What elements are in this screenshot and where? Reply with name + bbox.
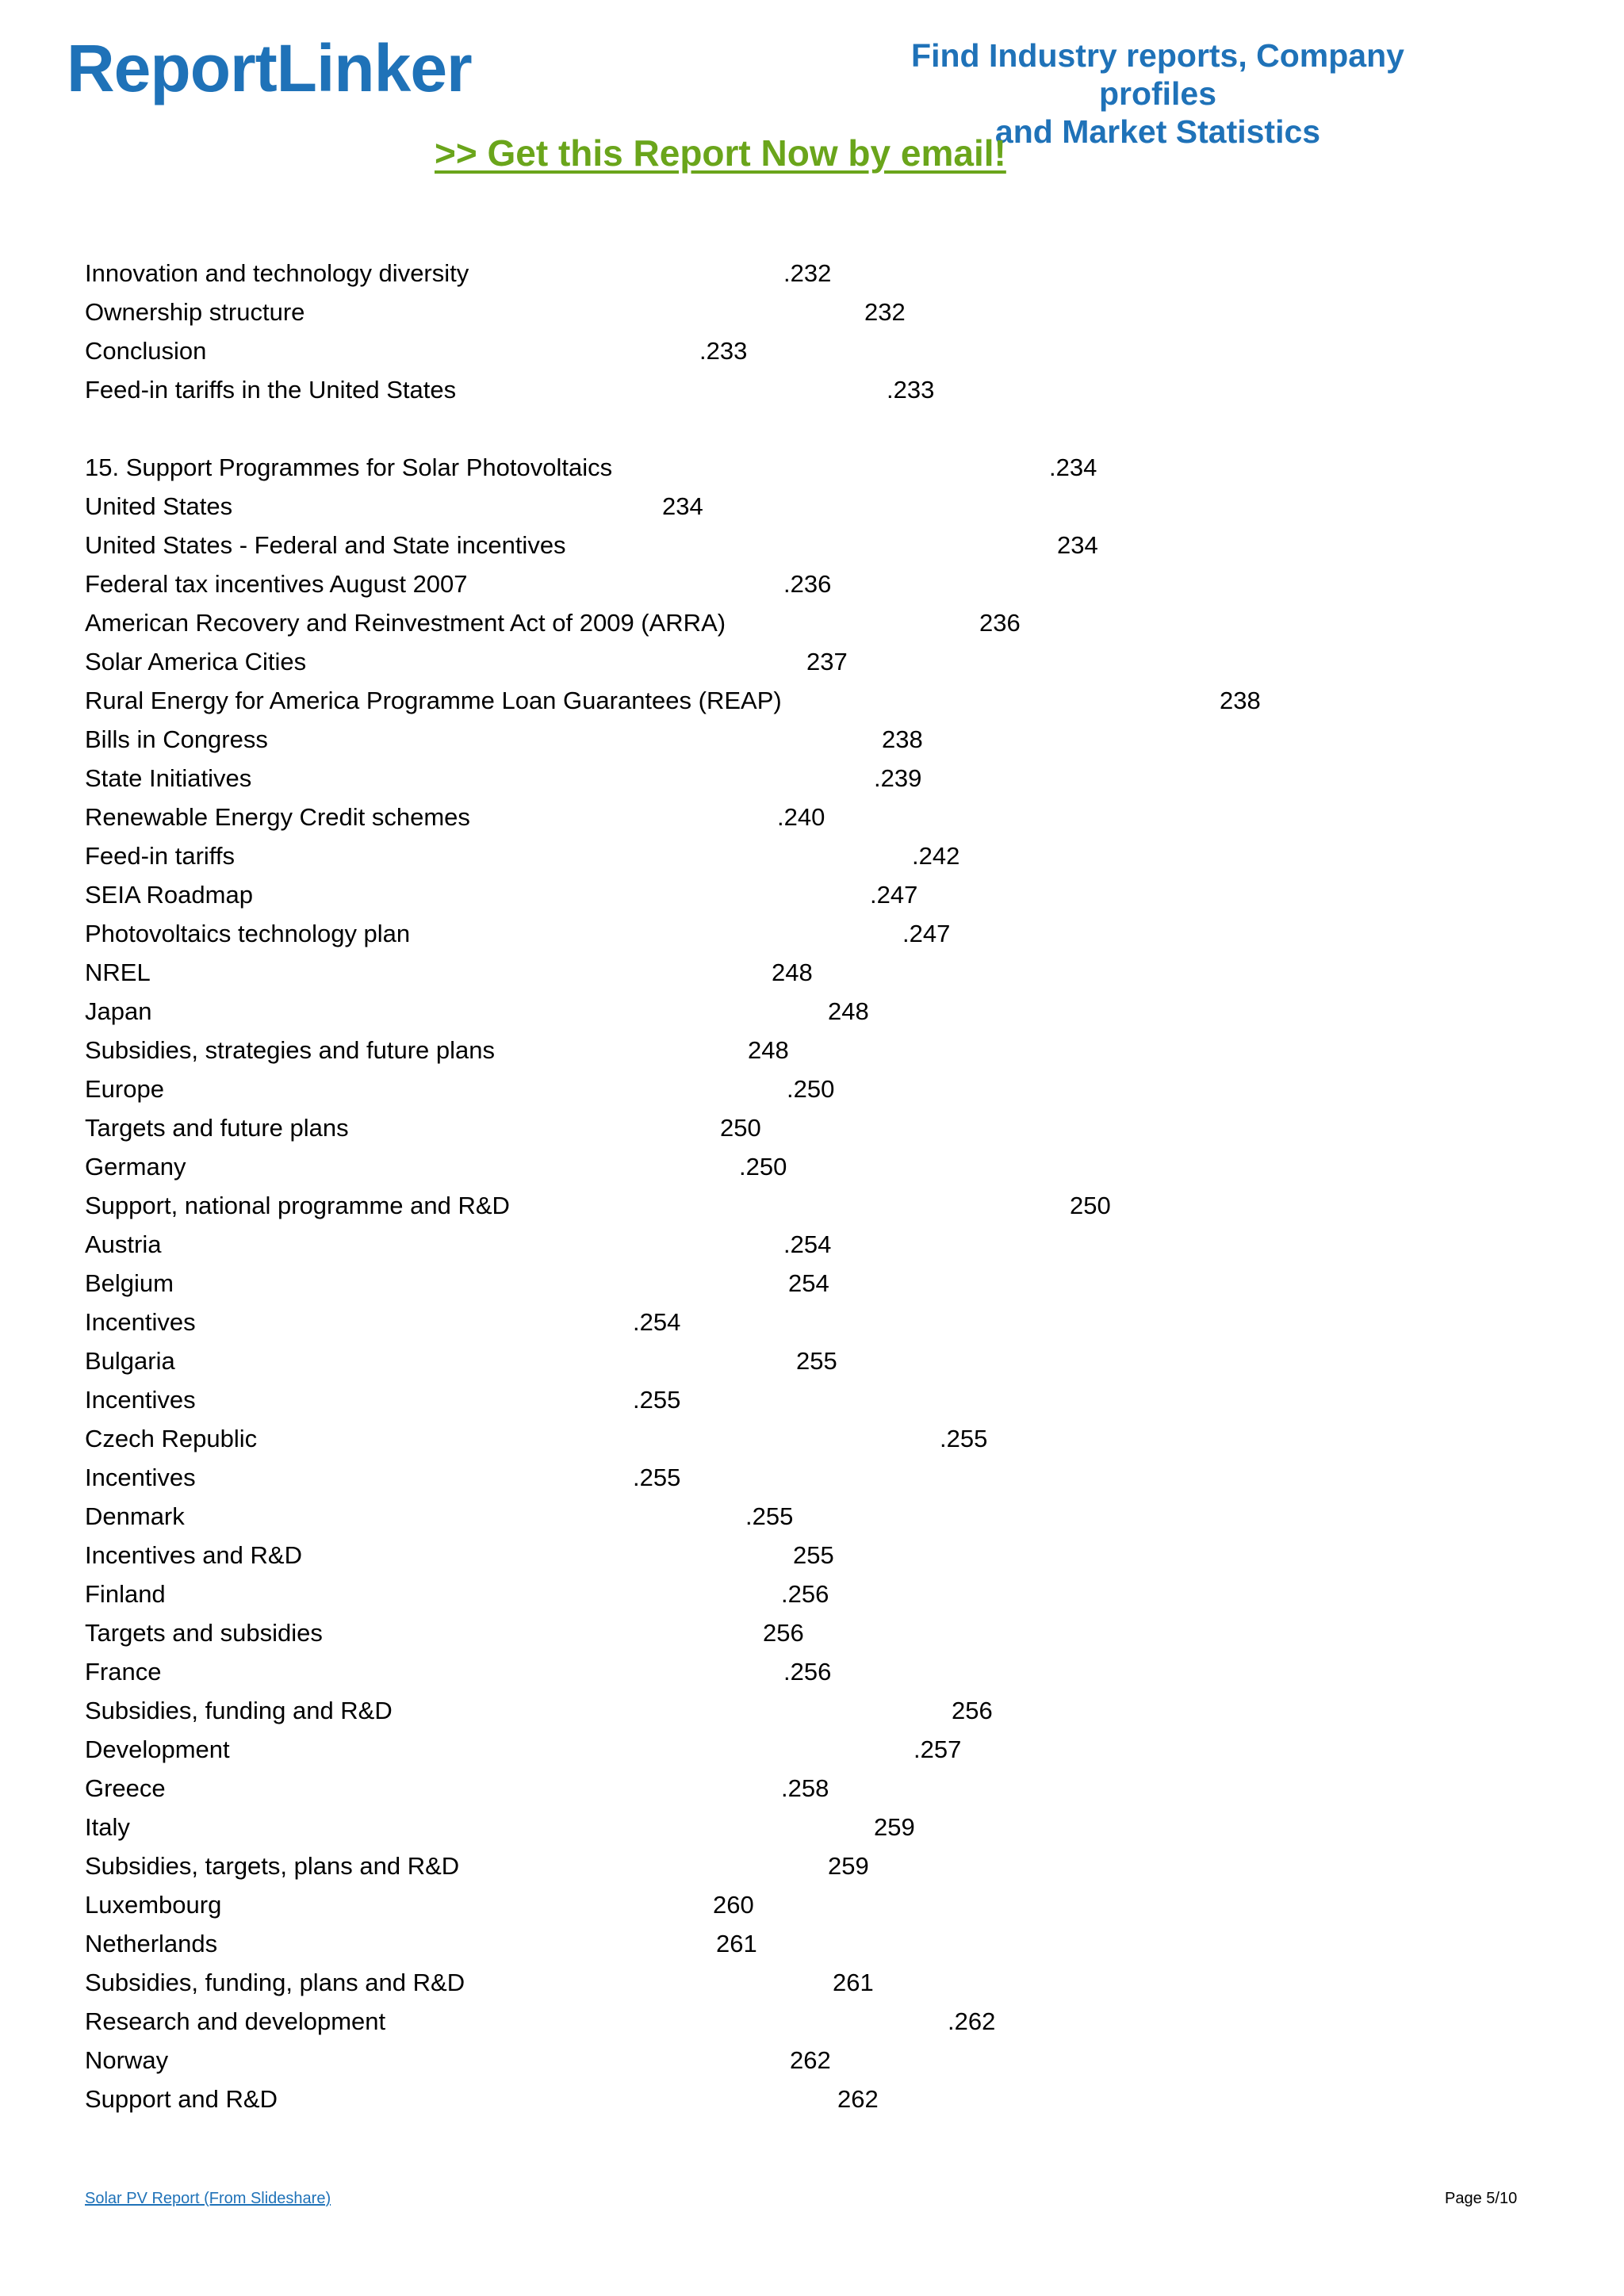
toc-row: [0, 1924, 1624, 1963]
toc-entry-page: 260: [713, 1891, 754, 1919]
get-report-link[interactable]: >> Get this Report Now by email!: [435, 132, 1006, 174]
toc-entry-label: Germany: [85, 1153, 186, 1181]
toc-row: [0, 564, 1624, 603]
toc-entry-page: .233: [887, 376, 935, 404]
toc-row: [0, 526, 1624, 564]
toc-entry-label: American Recovery and Reinvestment Act of 2009 (ARRA): [85, 609, 726, 637]
toc-entry-label: Support, national programme and R&D: [85, 1192, 510, 1219]
toc-entry-label: Europe: [85, 1075, 164, 1103]
toc-row: [0, 1613, 1624, 1652]
toc-entry-page: .258: [781, 1774, 829, 1802]
toc-row: [0, 2041, 1624, 2080]
toc-entry-page: 256: [952, 1697, 993, 1724]
toc-entry-page: .250: [787, 1075, 835, 1103]
toc-entry-page: .234: [1049, 453, 1097, 481]
toc-row: [0, 1419, 1624, 1458]
toc-row: [0, 1769, 1624, 1808]
toc-entry-page: 232: [864, 298, 906, 326]
toc-entry-page: .262: [948, 2007, 996, 2035]
toc-entry-page: .242: [912, 842, 960, 870]
toc-entry-label: Czech Republic: [85, 1425, 258, 1452]
toc-entry-label: Subsidies, funding, plans and R&D: [85, 1969, 465, 1996]
toc-row: [0, 1380, 1624, 1419]
toc-entry-page: 248: [772, 959, 813, 986]
toc-entry-page: 256: [763, 1619, 804, 1647]
toc-entry-page: .236: [783, 570, 832, 598]
toc-entry-page: .255: [940, 1425, 988, 1452]
toc-row: [0, 448, 1624, 487]
toc-row: [0, 836, 1624, 875]
toc-entry-label: Austria: [85, 1230, 162, 1258]
toc-entry-label: Greece: [85, 1774, 166, 1802]
toc-row: [0, 1575, 1624, 1613]
toc-entry-page: .250: [739, 1153, 787, 1181]
toc-row: [0, 1186, 1624, 1225]
toc-entry-page: 234: [662, 492, 703, 520]
tagline-line-1: Find Industry reports, Company profiles: [911, 37, 1404, 112]
toc-entry-label: Netherlands: [85, 1930, 218, 1957]
toc-row: [0, 1536, 1624, 1575]
toc-row: [0, 1808, 1624, 1846]
toc-entry-label: Conclusion: [85, 337, 207, 365]
toc-entry-label: Finland: [85, 1580, 166, 1608]
toc-entry-label: Bills in Congress: [85, 725, 268, 753]
toc-entry-label: Luxembourg: [85, 1891, 222, 1919]
toc-entry-label: Bulgaria: [85, 1347, 175, 1375]
toc-entry-page: .254: [783, 1230, 832, 1258]
toc-entry-label: Feed-in tariffs: [85, 842, 235, 870]
toc-row: [0, 1730, 1624, 1769]
toc-row: [0, 293, 1624, 331]
toc-entry-page: 261: [833, 1969, 874, 1996]
toc-entry-label: France: [85, 1658, 162, 1686]
toc-entry-label: Photovoltaics technology plan: [85, 920, 411, 947]
footer-source-link[interactable]: Solar PV Report (From Slideshare): [85, 2190, 331, 2207]
toc-row: [0, 1458, 1624, 1497]
toc-entry-page: .240: [777, 803, 825, 831]
toc-entry-page: .239: [874, 764, 922, 792]
toc-row: [0, 1031, 1624, 1070]
toc-entry-label: SEIA Roadmap: [85, 881, 253, 909]
toc-row: [0, 953, 1624, 992]
toc-row: [0, 1147, 1624, 1186]
toc-entry-page: .255: [745, 1502, 794, 1530]
toc-entry-label: Subsidies, funding and R&D: [85, 1697, 393, 1724]
toc-entry-page: .247: [902, 920, 951, 947]
toc-entry-label: Innovation and technology diversity: [85, 259, 469, 287]
toc-entry-page: .232: [783, 259, 832, 287]
toc-entry-page: 250: [720, 1114, 761, 1142]
toc-entry-page: 255: [796, 1347, 837, 1375]
toc-row: [0, 1108, 1624, 1147]
toc-entry-label: Ownership structure: [85, 298, 305, 326]
toc-entry-page: 262: [790, 2046, 831, 2074]
toc-row: [0, 1652, 1624, 1691]
toc-entry-page: 255: [793, 1541, 834, 1569]
toc-entry-page: 236: [979, 609, 1021, 637]
toc-row: [0, 1691, 1624, 1730]
page-indicator: Page 5/10: [1445, 2190, 1518, 2207]
toc-entry-label: Incentives: [85, 1308, 196, 1336]
toc-entry-label: Subsidies, strategies and future plans: [85, 1036, 495, 1064]
toc-entry-label: Solar America Cities: [85, 648, 307, 675]
toc-entry-label: Incentives and R&D: [85, 1541, 302, 1569]
toc-row: [0, 1303, 1624, 1341]
reportlinker-logo[interactable]: ReportLinker: [67, 31, 472, 105]
toc-entry-page: 262: [837, 2085, 879, 2113]
toc-entry-page: .255: [633, 1464, 681, 1491]
toc-row: [0, 487, 1624, 526]
toc-entry-label: Japan: [85, 997, 152, 1025]
toc-entry-page: .233: [699, 337, 748, 365]
toc-entry-label: United States: [85, 492, 233, 520]
toc-entry-page: .254: [633, 1308, 681, 1336]
toc-entry-page: 259: [874, 1813, 915, 1841]
toc-row: [0, 759, 1624, 798]
toc-entry-label: Renewable Energy Credit schemes: [85, 803, 470, 831]
toc-row: [0, 1963, 1624, 2002]
toc-row: [0, 2002, 1624, 2041]
toc-entry-page: 248: [748, 1036, 789, 1064]
toc-row: [0, 331, 1624, 370]
toc-entry-label: Denmark: [85, 1502, 185, 1530]
toc-row: [0, 875, 1624, 914]
toc-entry-label: Incentives: [85, 1464, 196, 1491]
toc-entry-label: NREL: [85, 959, 151, 986]
toc-entry-label: Research and development: [85, 2007, 386, 2035]
toc-entry-label: 15. Support Programmes for Solar Photovoltaics: [85, 453, 613, 481]
toc-entry-label: Support and R&D: [85, 2085, 278, 2113]
toc-row: [0, 642, 1624, 681]
toc-row: [0, 370, 1624, 409]
toc-entry-page: .256: [781, 1580, 829, 1608]
toc-entry-page: .256: [783, 1658, 832, 1686]
toc-entry-label: Federal tax incentives August 2007: [85, 570, 468, 598]
toc-entry-label: Targets and future plans: [85, 1114, 349, 1142]
toc-entry-page: 261: [716, 1930, 757, 1957]
toc-row: [0, 603, 1624, 642]
toc-entry-page: 248: [828, 997, 869, 1025]
toc-entry-page: 237: [806, 648, 848, 675]
toc-entry-page: 250: [1070, 1192, 1111, 1219]
toc-row: [0, 1225, 1624, 1264]
toc-entry-page: 238: [882, 725, 923, 753]
toc-row: [0, 681, 1624, 720]
toc-entry-page: 254: [788, 1269, 829, 1297]
toc-entry-label: Incentives: [85, 1386, 196, 1414]
toc-entry-label: Development: [85, 1735, 230, 1763]
toc-entry-label: State Initiatives: [85, 764, 252, 792]
toc-entry-page: 259: [828, 1852, 869, 1880]
toc-entry-page: .257: [914, 1735, 962, 1763]
toc-entry-label: Italy: [85, 1813, 130, 1841]
toc-row: [0, 1885, 1624, 1924]
toc-row: [0, 254, 1624, 293]
toc-entry-label: Targets and subsidies: [85, 1619, 323, 1647]
toc-row: [0, 798, 1624, 836]
toc-entry-page: .247: [870, 881, 918, 909]
toc-row: [0, 1070, 1624, 1108]
toc-row: [0, 1497, 1624, 1536]
toc-row: [0, 992, 1624, 1031]
toc-entry-label: Rural Energy for America Programme Loan Guarantees (REAP): [85, 687, 782, 714]
toc-entry-page: 238: [1220, 687, 1261, 714]
toc-row: [0, 720, 1624, 759]
toc-row: [0, 1264, 1624, 1303]
toc-row: [0, 1846, 1624, 1885]
toc-entry-label: Belgium: [85, 1269, 174, 1297]
toc-row: [0, 1341, 1624, 1380]
tagline-line-2: and Market Statistics: [994, 113, 1321, 150]
toc-row: [0, 914, 1624, 953]
toc-entry-label: United States - Federal and State incentives: [85, 531, 566, 559]
toc-entry-label: Subsidies, targets, plans and R&D: [85, 1852, 460, 1880]
toc-entry-label: Norway: [85, 2046, 169, 2074]
toc-entry-label: Feed-in tariffs in the United States: [85, 376, 457, 404]
toc-row: [0, 2080, 1624, 2118]
toc-entry-page: .255: [633, 1386, 681, 1414]
toc-entry-page: 234: [1057, 531, 1098, 559]
